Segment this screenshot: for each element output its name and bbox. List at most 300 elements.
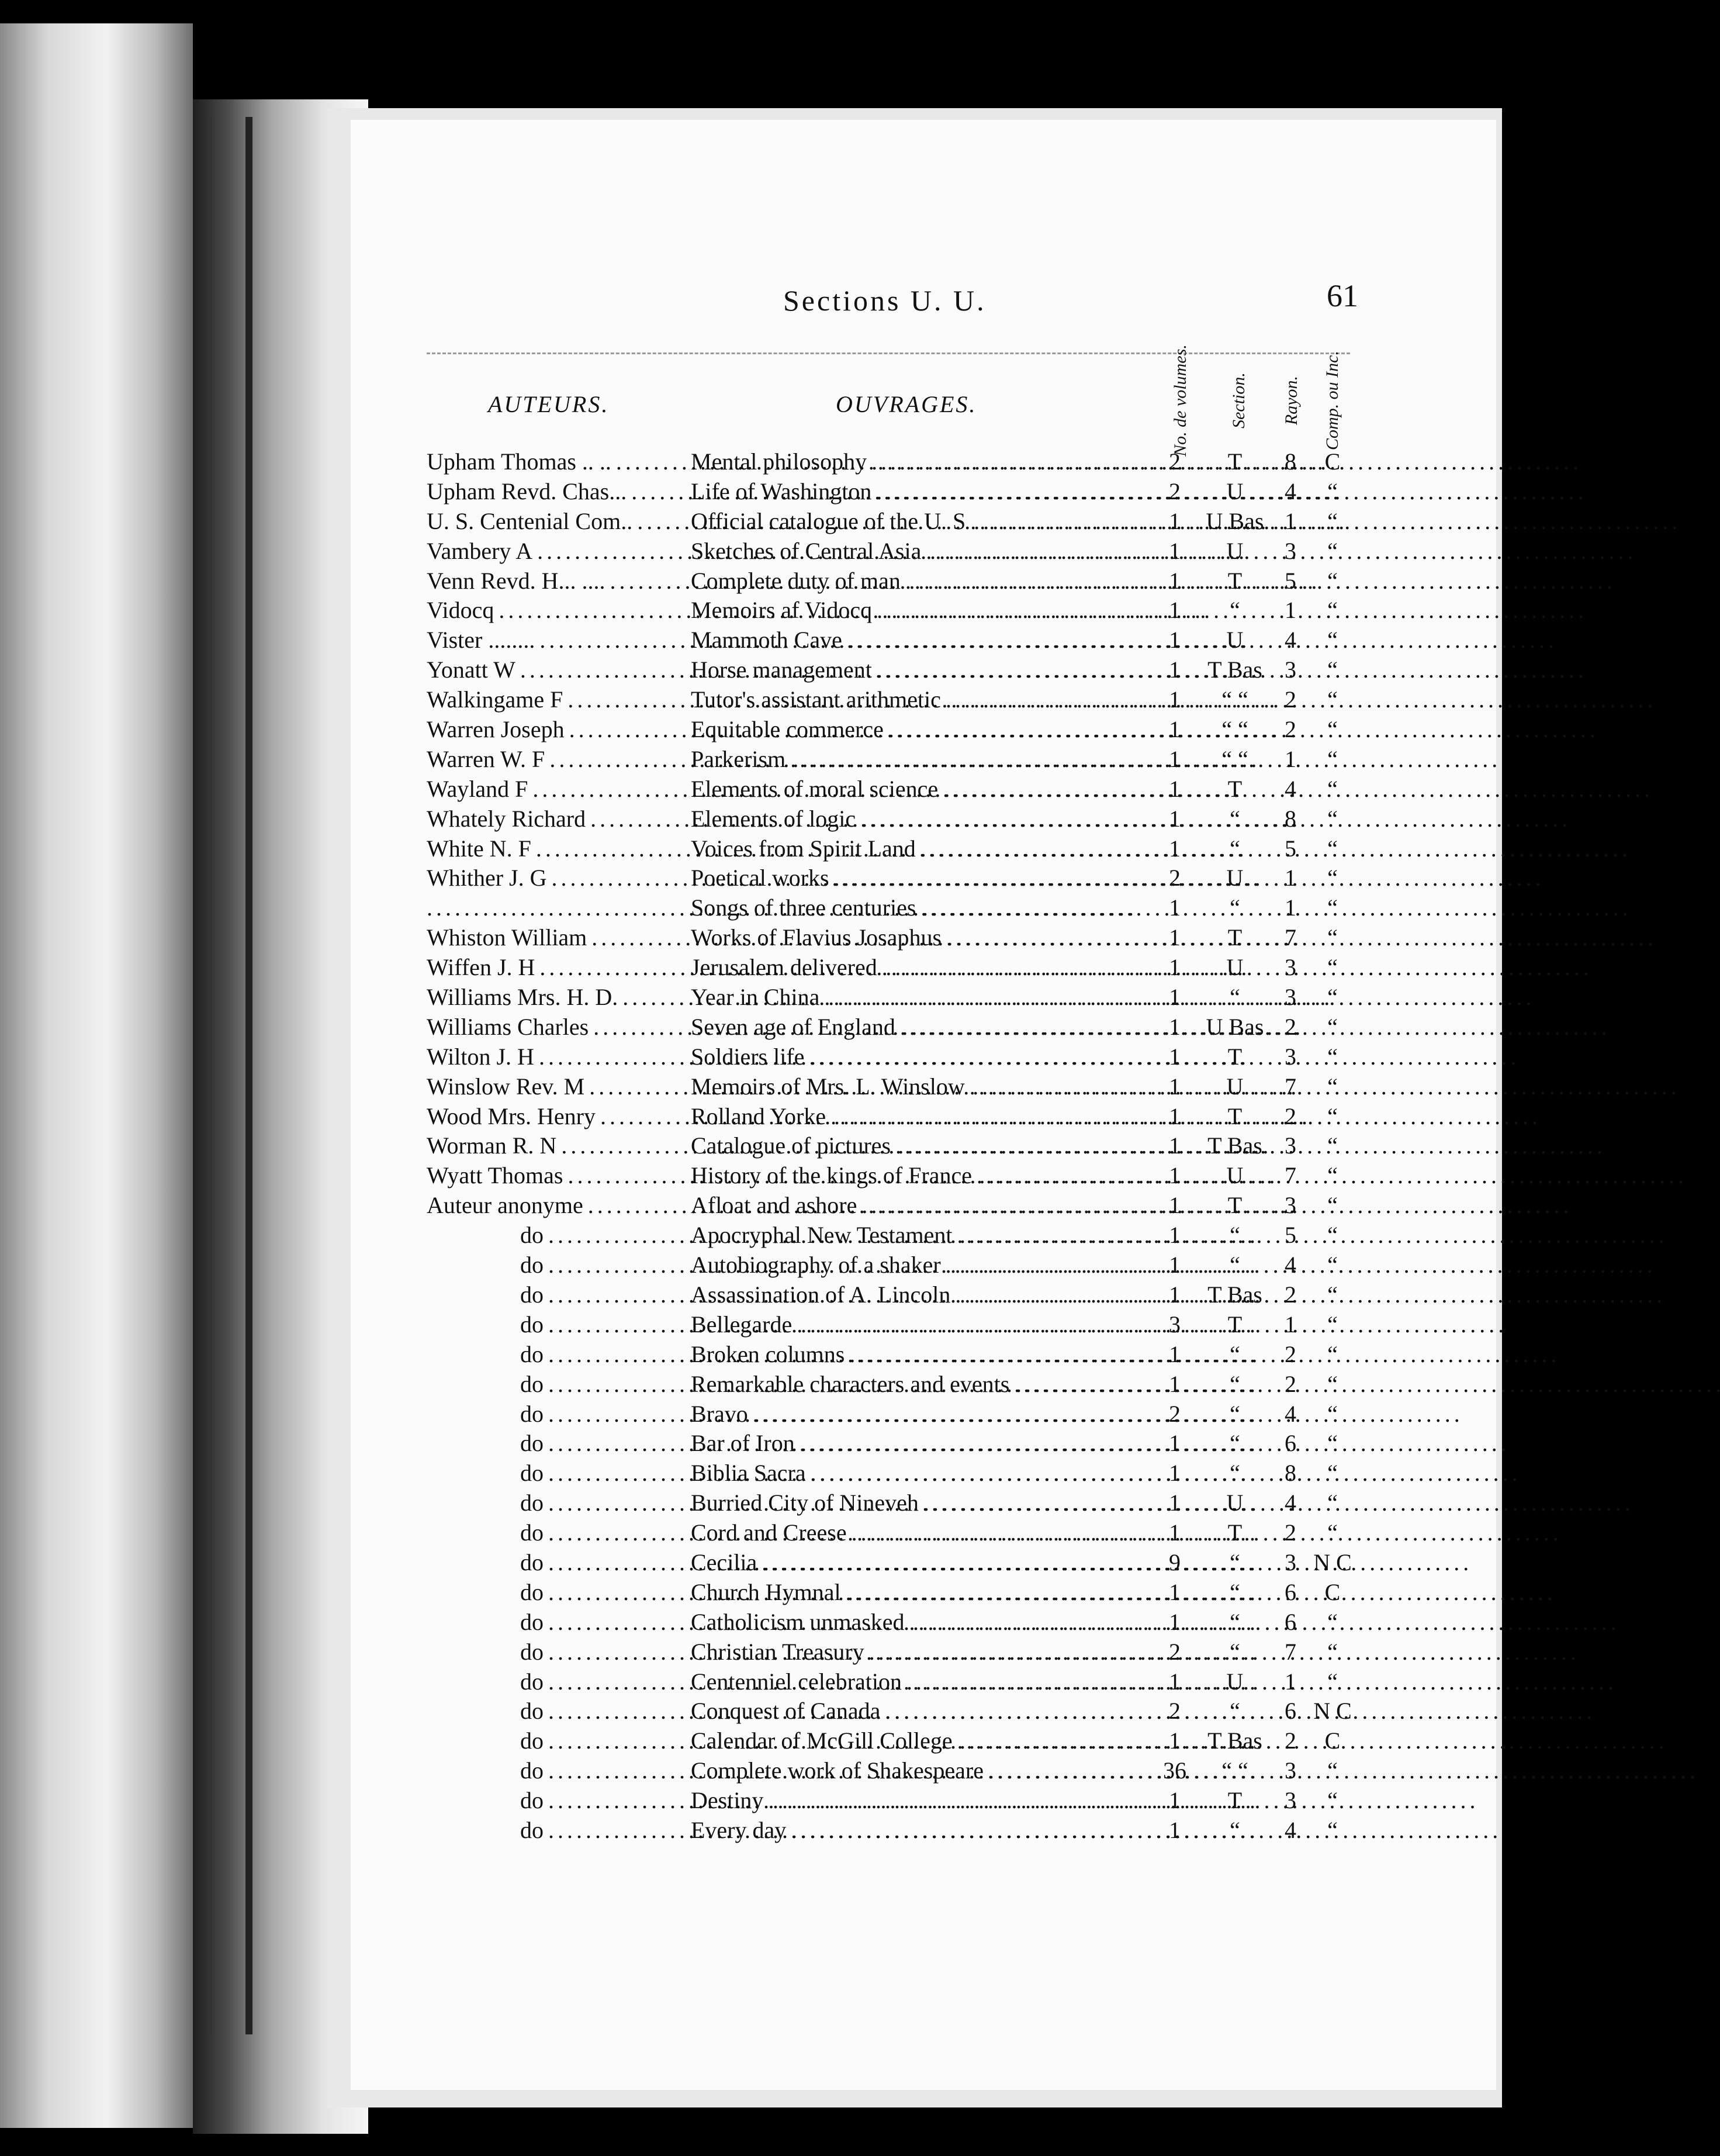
title-cell: Elements of moral science . . . — [691, 775, 977, 804]
comp-cell: “ — [1327, 745, 1338, 772]
table-row — [427, 537, 1362, 566]
comp-cell: “ — [1327, 1073, 1338, 1100]
title-cell: Church Hymnal . . . — [691, 1578, 977, 1608]
page-header: Sections U. U. — [783, 284, 987, 317]
title-cell: Bravo . . . — [691, 1400, 977, 1429]
author-cell: do . . . — [520, 1548, 780, 1578]
comp-cell: “ — [1327, 1222, 1338, 1249]
section-cell: “ — [1230, 597, 1240, 624]
table-row — [427, 1042, 1362, 1072]
rayon-cell: 7 — [1285, 1638, 1296, 1665]
author-cell: Wiffen J. H . . . — [427, 953, 687, 983]
title-cell: Works of Flavius Josaphus . . . — [691, 923, 977, 953]
title-cell: Elements of logic . . . — [691, 804, 977, 834]
volumes-cell: 2 — [1169, 478, 1181, 505]
rayon-cell: 1 — [1285, 865, 1296, 892]
rayon-cell: 3 — [1285, 1757, 1296, 1784]
comp-cell: “ — [1327, 1400, 1338, 1427]
section-cell: T — [1227, 1787, 1243, 1814]
comp-cell: “ — [1327, 1340, 1338, 1367]
comp-cell: “ — [1327, 627, 1338, 654]
section-cell: “ — [1230, 1340, 1240, 1367]
volumes-cell: 1 — [1169, 657, 1181, 683]
comp-cell: “ — [1327, 657, 1338, 683]
comp-cell: “ — [1327, 894, 1338, 921]
section-cell: T Bas — [1207, 1132, 1262, 1159]
title-cell: Complete work of Shakespeare . . . — [691, 1756, 977, 1786]
title-cell: Burried City of Nineveh . . . — [691, 1488, 977, 1518]
rayon-cell: 2 — [1285, 1519, 1296, 1546]
title-cell: Songs of three centuries . . . — [691, 893, 977, 923]
rayon-cell: 7 — [1285, 924, 1296, 951]
section-cell: “ — [1230, 1816, 1240, 1843]
table-row — [427, 715, 1362, 745]
rayon-cell: 4 — [1285, 478, 1296, 505]
catalogue-table — [427, 447, 1362, 1846]
volumes-cell: 1 — [1169, 716, 1181, 743]
table-row — [427, 1400, 1362, 1429]
author-cell: do . . . — [520, 1250, 780, 1280]
author-cell: do . . . — [520, 1697, 780, 1726]
page-number: 61 — [1327, 278, 1358, 313]
volumes-cell: 1 — [1169, 1281, 1181, 1308]
table-row — [427, 566, 1362, 596]
rayon-cell: 1 — [1285, 1311, 1296, 1338]
title-cell: Centenniel celebration . . . — [691, 1667, 977, 1697]
title-cell: Horse management . . . — [691, 655, 977, 685]
volumes-cell: 1 — [1169, 1252, 1181, 1279]
comp-cell: “ — [1327, 1490, 1338, 1516]
comp-cell: “ — [1327, 597, 1338, 624]
table-row — [427, 1697, 1362, 1726]
column-header-volumes: No. de volumes. — [1171, 344, 1190, 457]
rayon-cell: 3 — [1285, 954, 1296, 981]
comp-cell: “ — [1327, 954, 1338, 981]
comp-cell: “ — [1327, 1638, 1338, 1665]
title-cell: Memoirs af Vidocq . . . — [691, 596, 977, 626]
rayon-cell: 1 — [1285, 597, 1296, 624]
section-cell: “ — [1230, 835, 1240, 862]
rayon-cell: 3 — [1285, 1043, 1296, 1070]
rayon-cell: 4 — [1285, 775, 1296, 802]
comp-cell: N C — [1313, 1549, 1352, 1575]
comp-cell: “ — [1327, 1460, 1338, 1487]
title-cell: Seven age of England . . . — [691, 1013, 977, 1042]
column-header-ouvrages: OUVRAGES. — [836, 391, 977, 417]
section-cell: “ — [1230, 1430, 1240, 1457]
author-cell: do . . . — [520, 1400, 780, 1429]
author-cell: do . . . — [520, 1786, 780, 1816]
author-cell: do . . . — [520, 1608, 780, 1637]
volumes-cell: 1 — [1169, 1340, 1181, 1367]
table-row — [427, 1488, 1362, 1518]
section-cell: T — [1227, 1043, 1243, 1070]
author-cell: do . . . — [520, 1310, 780, 1340]
table-row — [427, 923, 1362, 953]
table-row — [427, 1578, 1362, 1608]
author-cell: Whately Richard . . . — [427, 804, 687, 834]
author-cell: do . . . — [520, 1488, 780, 1518]
table-row — [427, 1280, 1362, 1310]
table-row — [427, 1340, 1362, 1370]
table-row — [427, 1221, 1362, 1250]
table-row — [427, 953, 1362, 983]
author-cell: Worman R. N . . . — [427, 1131, 687, 1161]
volumes-cell: 3 — [1169, 1311, 1181, 1338]
volumes-cell: 1 — [1169, 805, 1181, 832]
volumes-cell: 1 — [1169, 1430, 1181, 1457]
table-row — [427, 1756, 1362, 1786]
table-row — [427, 804, 1362, 834]
volumes-cell: 1 — [1169, 627, 1181, 654]
title-cell: Christian Treasury . . . — [691, 1637, 977, 1667]
rayon-cell: 3 — [1285, 1787, 1296, 1814]
comp-cell: “ — [1327, 686, 1338, 713]
comp-cell: “ — [1327, 537, 1338, 564]
title-cell: Cecilia . . . — [691, 1548, 977, 1578]
rayon-cell: 2 — [1285, 1370, 1296, 1397]
author-cell: do . . . — [520, 1340, 780, 1370]
title-cell: Official catalogue of the U. S . . . — [691, 507, 977, 537]
author-cell: Wilton J. H . . . — [427, 1042, 687, 1072]
comp-cell: “ — [1327, 1816, 1338, 1843]
author-cell: Williams Charles . . . — [427, 1013, 687, 1042]
table-row — [427, 1191, 1362, 1221]
author-cell: do . . . — [520, 1221, 780, 1250]
volumes-cell: 1 — [1169, 745, 1181, 772]
section-cell: T Bas — [1207, 657, 1262, 683]
section-cell: “ — [1230, 1252, 1240, 1279]
title-cell: Complete duty of man . . . — [691, 566, 977, 596]
volumes-cell: 1 — [1169, 984, 1181, 1011]
comp-cell: C — [1324, 1578, 1341, 1605]
author-cell: do . . . — [520, 1429, 780, 1459]
section-cell: T — [1227, 1519, 1243, 1546]
volumes-cell: 1 — [1169, 597, 1181, 624]
section-cell: U — [1226, 954, 1244, 981]
comp-cell: “ — [1327, 1757, 1338, 1784]
comp-cell: “ — [1327, 1519, 1338, 1546]
volumes-cell: 1 — [1169, 1043, 1181, 1070]
volumes-cell: 1 — [1169, 1608, 1181, 1635]
comp-cell: “ — [1327, 1043, 1338, 1070]
volumes-cell: 36 — [1163, 1757, 1186, 1784]
volumes-cell: 1 — [1169, 1787, 1181, 1814]
title-cell: Every day . . . — [691, 1816, 977, 1846]
volumes-cell: 1 — [1169, 1519, 1181, 1546]
title-cell: Bar of Iron . . . — [691, 1429, 977, 1459]
author-cell — [427, 893, 687, 923]
section-cell: U — [1226, 478, 1244, 505]
volumes-cell: 1 — [1169, 1668, 1181, 1695]
rayon-cell: 1 — [1285, 745, 1296, 772]
comp-cell: “ — [1327, 835, 1338, 862]
rayon-cell: 3 — [1285, 657, 1296, 683]
section-cell: T — [1227, 1192, 1243, 1219]
author-cell: Upham Revd. Chas... . . . — [427, 477, 687, 507]
section-cell: U Bas — [1206, 507, 1264, 534]
rayon-cell: 3 — [1285, 1192, 1296, 1219]
volumes-cell: 2 — [1169, 1698, 1181, 1725]
comp-cell: “ — [1327, 1668, 1338, 1695]
rayon-cell: 5 — [1285, 1222, 1296, 1249]
rayon-cell: 6 — [1285, 1578, 1296, 1605]
comp-cell: “ — [1327, 507, 1338, 534]
table-row — [427, 893, 1362, 923]
table-row — [427, 1518, 1362, 1548]
table-row — [427, 1310, 1362, 1340]
comp-cell: “ — [1327, 924, 1338, 951]
title-cell: Bellegarde . . . — [691, 1310, 977, 1340]
table-row — [427, 1013, 1362, 1042]
comp-cell: C — [1324, 448, 1341, 475]
title-cell: Catalogue of pictures . . . — [691, 1131, 977, 1161]
author-cell: Venn Revd. H... .... . . . — [427, 566, 687, 596]
author-cell: Whiston William . . . — [427, 923, 687, 953]
comp-cell: “ — [1327, 1370, 1338, 1397]
column-header-rayon: Rayon. — [1282, 375, 1301, 426]
volumes-cell: 1 — [1169, 1370, 1181, 1397]
section-cell: T Bas — [1207, 1281, 1262, 1308]
table-row — [427, 1726, 1362, 1756]
table-row — [427, 626, 1362, 655]
comp-cell: “ — [1327, 984, 1338, 1011]
comp-cell: “ — [1327, 805, 1338, 832]
rayon-cell: 6 — [1285, 1430, 1296, 1457]
table-row — [427, 1459, 1362, 1488]
volumes-cell: 1 — [1169, 894, 1181, 921]
table-row — [427, 863, 1362, 893]
rayon-cell: 1 — [1285, 507, 1296, 534]
volumes-cell: 1 — [1169, 1460, 1181, 1487]
comp-cell: “ — [1327, 1013, 1338, 1040]
section-cell: “ — [1230, 1460, 1240, 1487]
rayon-cell: 2 — [1285, 686, 1296, 713]
rayon-cell: 6 — [1285, 1698, 1296, 1725]
section-cell: U — [1226, 1490, 1244, 1516]
title-cell: History of the kings of France . . . — [691, 1161, 977, 1191]
volumes-cell: 1 — [1169, 1222, 1181, 1249]
title-cell: Remarkable characters and events . . . — [691, 1370, 977, 1400]
comp-cell: “ — [1327, 1252, 1338, 1279]
volumes-cell: 1 — [1169, 507, 1181, 534]
table-row — [427, 1786, 1362, 1816]
rayon-cell: 2 — [1285, 1727, 1296, 1754]
section-cell: “ — [1230, 1549, 1240, 1575]
comp-cell: “ — [1327, 1311, 1338, 1338]
table-row — [427, 1637, 1362, 1667]
author-cell: Vister ........ . . . — [427, 626, 687, 655]
table-row — [427, 1548, 1362, 1578]
rayon-cell: 3 — [1285, 537, 1296, 564]
volumes-cell: 1 — [1169, 1816, 1181, 1843]
section-cell: “ — [1230, 1578, 1240, 1605]
table-row — [427, 775, 1362, 804]
author-cell: Yonatt W . . . — [427, 655, 687, 685]
table-row — [427, 1161, 1362, 1191]
section-cell: “ “ — [1221, 1757, 1248, 1784]
rayon-cell: 4 — [1285, 1816, 1296, 1843]
table-row — [427, 1102, 1362, 1132]
table-row — [427, 685, 1362, 715]
rayon-cell: 4 — [1285, 1490, 1296, 1516]
volumes-cell: 1 — [1169, 1578, 1181, 1605]
section-cell: “ — [1230, 1698, 1240, 1725]
volumes-cell: 1 — [1169, 1132, 1181, 1159]
section-cell: U Bas — [1206, 1013, 1264, 1040]
author-cell: do . . . — [520, 1280, 780, 1310]
author-cell: do . . . — [520, 1637, 780, 1667]
rayon-cell: 4 — [1285, 1252, 1296, 1279]
author-cell: Upham Thomas .. .. . . . — [427, 447, 687, 477]
section-cell: “ — [1230, 1638, 1240, 1665]
table-row — [427, 1370, 1362, 1400]
comp-cell: C — [1324, 1727, 1341, 1754]
rayon-cell: 8 — [1285, 1460, 1296, 1487]
title-cell: Equitable commerce . . . — [691, 715, 977, 745]
title-cell: Soldiers life . . . — [691, 1042, 977, 1072]
comp-cell: “ — [1327, 716, 1338, 743]
volumes-cell: 2 — [1169, 1400, 1181, 1427]
title-cell: Afloat and ashore . . . — [691, 1191, 977, 1221]
author-cell: do . . . — [520, 1370, 780, 1400]
column-header-auteurs: AUTEURS. — [488, 391, 610, 417]
table-row — [427, 983, 1362, 1013]
title-cell: Mental philosophy . . . — [691, 447, 977, 477]
comp-cell: “ — [1327, 1192, 1338, 1219]
author-cell: do . . . — [520, 1667, 780, 1697]
column-header-comp: Comp. ou Inc. — [1323, 351, 1342, 450]
author-cell: Vambery A . . . — [427, 537, 687, 566]
author-cell: Warren Joseph . . . — [427, 715, 687, 745]
section-cell: “ — [1230, 894, 1240, 921]
title-cell: Conquest of Canada . . . — [691, 1697, 977, 1726]
volumes-cell: 1 — [1169, 924, 1181, 951]
comp-cell: “ — [1327, 567, 1338, 594]
author-cell: Wayland F . . . — [427, 775, 687, 804]
title-cell: Sketches of Central Asia . . . — [691, 537, 977, 566]
comp-cell: “ — [1327, 1132, 1338, 1159]
rayon-cell: 4 — [1285, 1400, 1296, 1427]
rayon-cell: 1 — [1285, 1668, 1296, 1695]
table-row — [427, 1667, 1362, 1697]
rayon-cell: 2 — [1285, 1103, 1296, 1129]
title-cell: Poetical works . . . — [691, 863, 977, 893]
author-cell: do . . . — [520, 1578, 780, 1608]
section-cell: “ — [1230, 1400, 1240, 1427]
title-cell: Apocryphal New Testament . . . — [691, 1221, 977, 1250]
section-cell: U — [1226, 865, 1244, 892]
section-cell: “ “ — [1221, 686, 1248, 713]
section-cell: “ — [1230, 1222, 1240, 1249]
rayon-cell: 1 — [1285, 894, 1296, 921]
author-cell: Winslow Rev. M . . . — [427, 1072, 687, 1102]
volumes-cell: 1 — [1169, 1727, 1181, 1754]
rayon-cell: 8 — [1285, 448, 1296, 475]
section-cell: U — [1226, 537, 1244, 564]
rayon-cell: 7 — [1285, 1073, 1296, 1100]
gutter-shadow-line — [207, 117, 212, 2034]
rayon-cell: 2 — [1285, 1281, 1296, 1308]
rayon-cell: 4 — [1285, 627, 1296, 654]
comp-cell: “ — [1327, 775, 1338, 802]
table-row — [427, 507, 1362, 537]
section-cell: T — [1227, 924, 1243, 951]
column-header-section: Section. — [1229, 372, 1248, 429]
comp-cell: “ — [1327, 478, 1338, 505]
table-row — [427, 1608, 1362, 1637]
volumes-cell: 1 — [1169, 954, 1181, 981]
title-cell: Broken columns . . . — [691, 1340, 977, 1370]
author-cell: do . . . — [520, 1816, 780, 1846]
title-cell: Year in China . . . — [691, 983, 977, 1013]
section-cell: T — [1227, 567, 1243, 594]
table-row — [427, 745, 1362, 775]
section-cell: U — [1226, 1162, 1244, 1189]
table-row — [427, 1072, 1362, 1102]
table-row — [427, 834, 1362, 864]
title-cell: Biblia Sacra . . . — [691, 1459, 977, 1488]
title-cell: Voices from Spirit Land . . . — [691, 834, 977, 864]
volumes-cell: 1 — [1169, 835, 1181, 862]
table-row — [427, 1429, 1362, 1459]
author-cell: Whither J. G . . . — [427, 863, 687, 893]
volumes-cell: 2 — [1169, 448, 1181, 475]
comp-cell: “ — [1327, 1281, 1338, 1308]
title-cell: Cord and Creese . . . — [691, 1518, 977, 1548]
section-cell: “ — [1230, 1370, 1240, 1397]
title-cell: Rolland Yorke . . . — [691, 1102, 977, 1132]
volumes-cell: 1 — [1169, 1490, 1181, 1516]
rayon-cell: 5 — [1285, 567, 1296, 594]
author-cell: do . . . — [520, 1756, 780, 1786]
title-cell: Catholicism unmasked . . . — [691, 1608, 977, 1637]
section-cell: U — [1226, 1073, 1244, 1100]
comp-cell: N C — [1313, 1698, 1352, 1725]
title-cell: Tutor's assistant arithmetic . . . — [691, 685, 977, 715]
author-cell: do . . . — [520, 1518, 780, 1548]
volumes-cell: 1 — [1169, 567, 1181, 594]
rayon-cell: 6 — [1285, 1608, 1296, 1635]
rayon-cell: 5 — [1285, 835, 1296, 862]
author-cell: White N. F . . . — [427, 834, 687, 864]
table-row — [427, 596, 1362, 626]
author-cell: Walkingame F . . . — [427, 685, 687, 715]
rayon-cell: 2 — [1285, 1013, 1296, 1040]
rayon-cell: 7 — [1285, 1162, 1296, 1189]
title-cell: Assassination of A. Lincoln . . . — [691, 1280, 977, 1310]
section-cell: “ — [1230, 984, 1240, 1011]
table-row — [427, 477, 1362, 507]
title-cell: Memoirs of Mrs. L. Winslow . . . — [691, 1072, 977, 1102]
author-cell: do . . . — [520, 1459, 780, 1488]
title-cell: Jerusalem delivered . . . — [691, 953, 977, 983]
table-row — [427, 447, 1362, 477]
section-cell: T Bas — [1207, 1727, 1262, 1754]
comp-cell: “ — [1327, 1430, 1338, 1457]
section-cell: T — [1227, 775, 1243, 802]
section-cell: T — [1227, 1103, 1243, 1129]
volumes-cell: 1 — [1169, 1162, 1181, 1189]
volumes-cell: 1 — [1169, 537, 1181, 564]
title-cell: Destiny . . . — [691, 1786, 977, 1816]
section-cell: U — [1226, 1668, 1244, 1695]
author-cell: Wood Mrs. Henry . . . — [427, 1102, 687, 1132]
author-cell: Wyatt Thomas . . . — [427, 1161, 687, 1191]
title-cell: Mammoth Cave . . . — [691, 626, 977, 655]
author-cell: Warren W. F . . . — [427, 745, 687, 775]
volumes-cell: 2 — [1169, 1638, 1181, 1665]
